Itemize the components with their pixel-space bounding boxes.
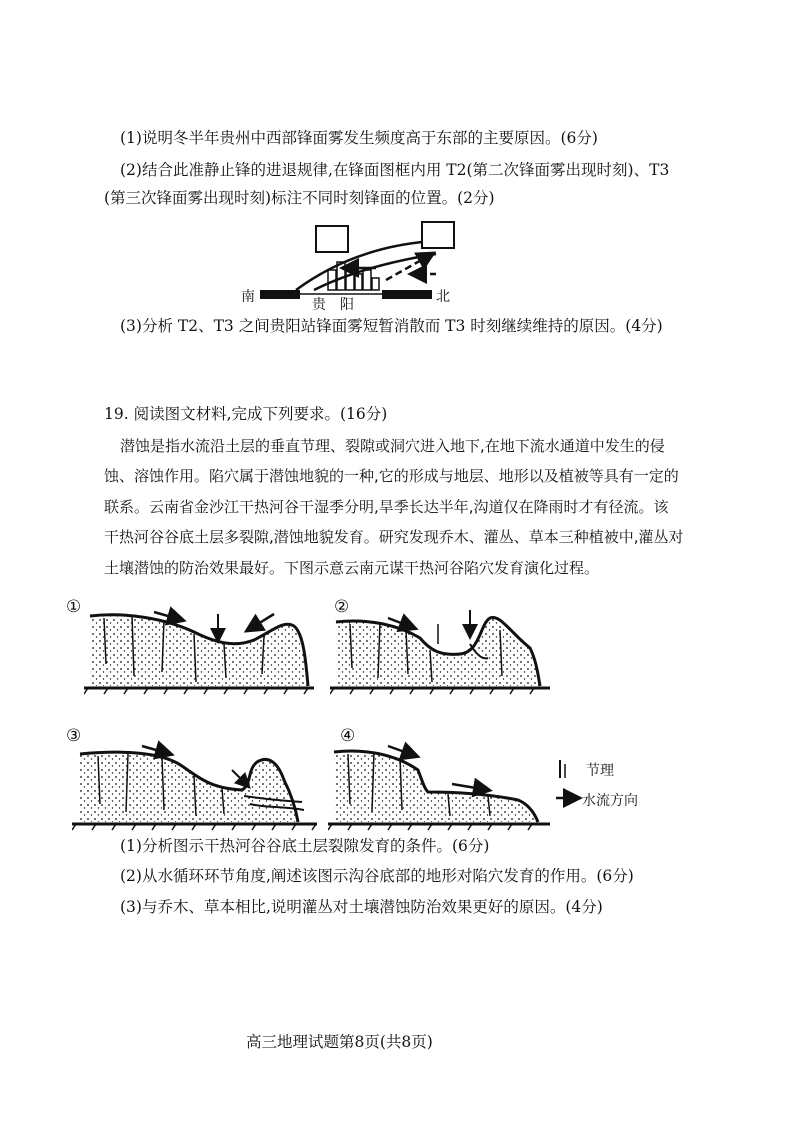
stage-1-flow-right (248, 614, 274, 630)
label-south: 南 (241, 289, 255, 305)
stage-4-flow-lower (452, 784, 488, 790)
stage-2-diagram (330, 604, 550, 696)
t3-box (422, 222, 454, 248)
stage-4-label: ④ (340, 726, 356, 746)
stage-2-label: ② (334, 597, 350, 617)
q19-material-line3: 联系。云南省金沙江干热河谷干湿季分明,旱季长达半年,沟道仅在降雨时才有径流。该 (104, 498, 669, 516)
label-guiyang: 贵 阳 (312, 297, 354, 313)
stage-3-diagram (72, 740, 317, 832)
q19-sub3: (3)与乔木、草本相比,说明灌丛对土壤潜蚀防治效果更好的原因。(4分) (120, 898, 603, 916)
q18-sub1: (1)说明冬半年贵州中西部锋面雾发生频度高于东部的主要原因。(6分) (120, 129, 598, 147)
q18-sub2-line2: (第三次锋面雾出现时刻)标注不同时刻锋面的位置。(2分) (104, 189, 495, 207)
q19-sub1: (1)分析图示干热河谷谷底土层裂隙发育的条件。(6分) (120, 837, 490, 855)
q19-material-line5: 土壤潜蚀的防治效果最好。下图示意云南元谋干热河谷陷穴发育演化过程。 (104, 559, 600, 577)
q18-sub2-line1: (2)结合此准静止锋的进退规律,在锋面图框内用 T2(第二次锋面雾出现时刻)、T3 (120, 161, 670, 179)
stage-1-diagram (84, 604, 314, 696)
stage-4-flow-upper (388, 746, 416, 756)
front-line-2 (314, 254, 436, 290)
q19-sub2: (2)从水循环环节角度,阐述该图示沟谷底部的地形对陷穴发育的作用。(6分) (120, 867, 634, 885)
stage-1-label: ① (66, 597, 82, 617)
t2-box (316, 226, 348, 252)
stage-4-diagram (328, 740, 550, 832)
terrain-south (260, 290, 300, 299)
stage-3-infiltration (232, 770, 248, 786)
label-north: 北 (436, 289, 450, 305)
front-line-1 (296, 242, 422, 290)
q19-material-line2: 蚀、溶蚀作用。陷穴属于潜蚀地貌的一种,它的形成与地层、地形以及植被等具有一定的 (104, 467, 679, 485)
legend-flow-label: 水流方向 (582, 793, 638, 809)
stage-3-label: ③ (66, 726, 82, 746)
page-footer: 高三地理试题第8页(共8页) (246, 1033, 433, 1051)
legend-joint-label: 节理 (586, 763, 614, 779)
q19-material-line4: 干热河谷谷底土层多裂隙,潜蚀地貌发育。研究发现乔木、灌丛、草本三种植被中,灌丛对 (104, 528, 684, 546)
q19-material-line1: 潜蚀是指水流沿土层的垂直节理、裂隙或洞穴进入地下,在地下流水通道中发生的侵 (120, 437, 665, 455)
terrain-north (382, 290, 432, 299)
q19-heading: 19. 阅读图文材料,完成下列要求。(16分) (104, 405, 388, 423)
legend-symbols (554, 758, 584, 810)
q18-sub3: (3)分析 T2、T3 之间贵阳站锋面雾短暂消散而 T3 时刻继续维持的原因。(4分) (120, 317, 663, 335)
